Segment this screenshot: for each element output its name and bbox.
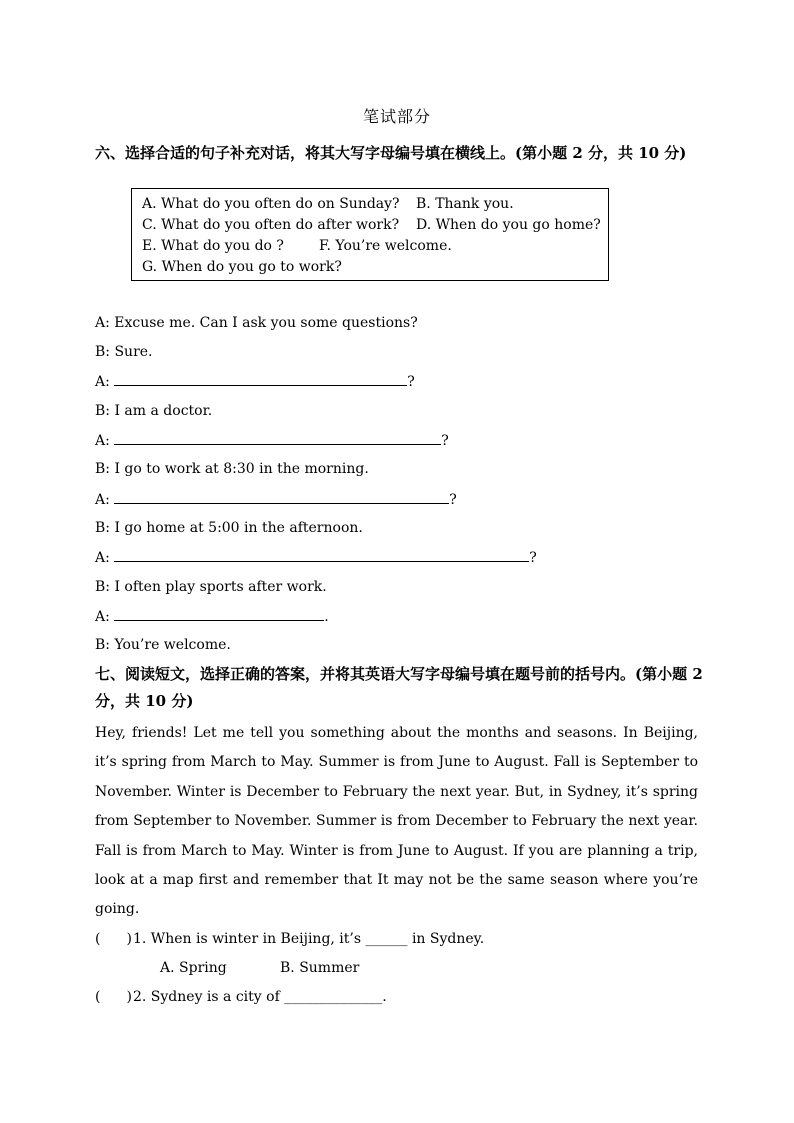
dialog-line — [95, 371, 415, 392]
dialog-text: A: — [95, 433, 115, 449]
option-a: A. What do you often do on Sunday? — [142, 196, 400, 212]
dialog-punct: . — [324, 609, 329, 625]
question-1 — [95, 929, 484, 949]
option-g: G. When do you go to work? — [142, 259, 342, 275]
dialog-text: B: You’re welcome. — [95, 637, 231, 653]
paren-open: ( — [95, 989, 101, 1005]
question-2 — [95, 987, 387, 1007]
dialog-text: B: I go home at 5:00 in the afternoon. — [95, 520, 363, 536]
dialog-text: A: — [95, 374, 115, 390]
dialog-punct: ? — [529, 550, 537, 566]
choice-a: A. Spring — [160, 960, 227, 976]
reading-passage: Hey, friends! Let me tell you something about the months and seasons. In Beijing, it’s spring from March to May. Summer is from June to August. Fall is September to November. Winter is December to February the next year. But, in Sydney, it’s spring from September to November. Summer is from December to February the next year. Fall is from March to May. Winter is from June to August. If you are planning a trip, look at a map first and remember that It may not be the same season where you’re going. — [95, 725, 698, 918]
section-7-heading: 七、阅读短文，选择正确的答案，并将其英语大写字母编号填在题号前的括号内。(第小题 2 分，共 10 分) — [95, 665, 703, 710]
dialog-line — [95, 518, 363, 538]
answer-bracket-2[interactable] — [95, 987, 133, 1007]
dialog-punct: ? — [449, 492, 457, 508]
paren-close: ) — [126, 989, 132, 1005]
options-box — [131, 188, 609, 281]
dialog-line — [95, 547, 537, 568]
answer-blank-5[interactable] — [114, 606, 324, 621]
dialog-text: B: I am a doctor. — [95, 403, 213, 419]
dialog-line — [95, 489, 457, 510]
dialog-line — [95, 313, 418, 333]
paren-open: ( — [95, 931, 101, 947]
page-title: 笔试部分 — [362, 107, 431, 126]
dialog-punct: ? — [407, 374, 415, 390]
answer-blank-4[interactable] — [114, 547, 529, 562]
dialog-text: B: I go to work at 8:30 in the morning. — [95, 461, 369, 477]
option-d: D. When do you go home? — [416, 217, 601, 233]
option-e: E. What do you do ? — [142, 238, 284, 254]
options-row-2 — [142, 215, 608, 236]
dialog-text: B: Sure. — [95, 344, 153, 360]
dialog-punct: ? — [441, 433, 449, 449]
dialog-line — [95, 606, 329, 627]
option-f: F. You’re welcome. — [319, 238, 452, 254]
answer-blank-3[interactable] — [114, 489, 449, 504]
dialog-line — [95, 459, 369, 479]
answer-bracket-1[interactable] — [95, 929, 133, 949]
dialog-text: B: I often play sports after work. — [95, 579, 327, 595]
options-row-4 — [142, 257, 608, 278]
question-1-text: 1. When is winter in Beijing, it’s ______ in Sydney. — [133, 931, 485, 947]
dialog-text: A: Excuse me. Can I ask you some questions? — [95, 315, 418, 331]
dialog-line — [95, 342, 153, 362]
options-row-1 — [142, 194, 608, 215]
options-row-3 — [142, 236, 608, 257]
choice-b: B. Summer — [280, 960, 360, 976]
dialog-line — [95, 577, 327, 597]
option-c: C. What do you often do after work? — [142, 217, 400, 233]
question-2-text: 2. Sydney is a city of ______________. — [133, 989, 387, 1005]
question-1-choices — [160, 958, 359, 978]
dialog-text: A: — [95, 492, 115, 508]
option-b: B. Thank you. — [416, 196, 514, 212]
dialog-line — [95, 430, 449, 451]
paren-close: ) — [126, 931, 132, 947]
dialog-text: A: — [95, 550, 115, 566]
dialog-text: A: — [95, 609, 115, 625]
answer-blank-2[interactable] — [114, 430, 441, 445]
dialog-line — [95, 401, 212, 421]
section-6-heading: 六、选择合适的句子补充对话，将其大写字母编号填在横线上。(第小题 2 分，共 10 分) — [95, 144, 687, 162]
answer-blank-1[interactable] — [114, 371, 407, 386]
dialog-line — [95, 635, 231, 655]
